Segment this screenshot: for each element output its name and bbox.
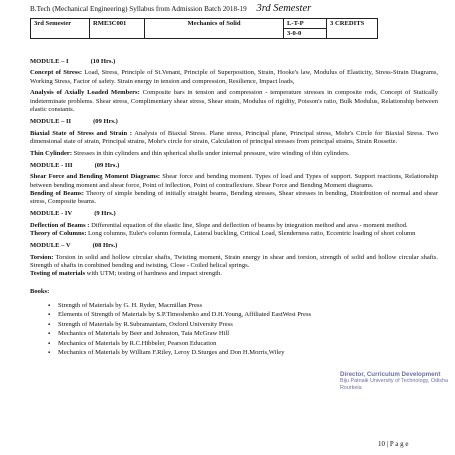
director-stamp — [340, 372, 448, 391]
topic-text: Differential equation of the elastic line, Slope and deflection of beams by integration method and area - moment method. — [89, 221, 408, 229]
ltp-label-cell: L-T-P — [284, 19, 327, 29]
course-title-cell: Mechanics of Solid — [145, 19, 284, 39]
stamp-line-1: Director, Curriculum Development — [340, 371, 441, 378]
module-1-paragraph-1 — [30, 69, 438, 86]
topic-text: Load, Stress, Principle of St.Venant, Principle of Superposition, Strain, Hooke's law, Modulus of Elasticity, Stress-Strain Diagrams, Working Stress, Factor of safety. Strain energy in tension and compression, Resilience, Impact loads, — [30, 69, 439, 85]
topic-label: Deflection of Beams : — [30, 221, 90, 229]
module-2-heading — [30, 118, 438, 126]
module-2-paragraph-1 — [30, 130, 438, 147]
module-title: MODULE - IV — [30, 210, 73, 218]
course-info-table — [30, 18, 378, 39]
topic-label: Bending of Beams: — [30, 189, 84, 197]
stamp-line-3: Rourkela — [340, 384, 362, 391]
module-5-paragraph-1 — [30, 254, 438, 279]
module-3-paragraph-1 — [30, 173, 438, 206]
module-4-paragraph-1 — [30, 222, 438, 239]
topic-text: Stresses in thin cylinders and thin spherical shells under internal pressure, wire winding of thin cylinders. — [72, 149, 350, 157]
module-3-heading — [30, 162, 438, 170]
topic-label: Theory of Columns: — [30, 230, 87, 238]
topic-text: Shear force and bending moment. Types of load and Types of support. Support reactions, Relationship between bending moment and shear force, Point of inflection, Point of contraflexture. Shear Force and Bending Moment diagrams. — [30, 173, 438, 189]
module-1-heading — [30, 58, 438, 66]
topic-label: Thin Cylinder: — [30, 149, 73, 157]
module-5-heading — [30, 242, 438, 250]
topic-text: Theory of simple bending of initially straight beams, Bending stresses, Shear stresses in bending, Distribution of normal and shear stress, Composite beams. — [30, 189, 439, 206]
module-title: MODULE – II — [30, 118, 72, 126]
topic-label: Testing of materials — [30, 270, 86, 278]
module-hours: (09 Hrs.) — [94, 161, 120, 169]
credits-cell: 3 CREDITS — [327, 19, 378, 39]
topic-text: Composite bars in tension and compression - temperature stresses in composite rods, Concept of Statically indeterminate problems. Shear stress, Complimentary shear stress, Shear strain, Modulus of rigidity, Poisson's ratio, Bulk Modulus, Relationship between elastic constants. — [30, 89, 438, 113]
topic-text: Analysis of Biaxial Stress. Plane stress, Principal plane, Principal stress, Mohr's Circle for Biaxial Stress. Two dimensional state of strain, Principal strains, Mohr's circle for strain, Calculation of principal stresses from principal strains, Strain Rossette. — [30, 129, 439, 145]
header-text: B.Tech (Mechanical Engineering) Syllabus from Admission Batch 2018-19 — [30, 5, 247, 13]
topic-label: Biaxial State of Stress and Strain : — [30, 129, 132, 137]
topic-label: Analysis of Axially Loaded Members: — [30, 89, 140, 97]
module-title: MODULE - III — [30, 161, 73, 169]
module-title: MODULE – I — [30, 58, 69, 65]
books-heading: Books: — [30, 287, 50, 295]
topic-label: Concept of Stress: — [30, 69, 83, 77]
page-number: 10 | P a g e — [378, 440, 409, 448]
topic-text: with UTM; testing of hardness and impact strength. — [85, 270, 222, 278]
semester-cell: 3rd Semester — [31, 19, 90, 39]
module-1-paragraph-2 — [30, 89, 438, 114]
topic-text: Torsion in solid and hollow circular shafts, Twisting moment, Strain energy in shear and torsion, strength of solid and hollow circular shafts. Strength of shafts in combined bending and twisting, Close - Coiled helical springs. — [30, 253, 438, 269]
syllabus-body — [30, 54, 438, 359]
module-4-heading — [30, 210, 438, 218]
topic-label: Torsion: — [30, 253, 54, 261]
module-hours: (9 Hrs.) — [94, 210, 116, 218]
ltp-value-cell: 3-0-0 — [284, 29, 327, 39]
page-header — [30, 3, 440, 14]
list-item: ▪ Strength of Materials by R.Subramaniam, Oxford University Press — [48, 321, 438, 329]
handwritten-semester-note: 3rd Semester — [256, 3, 312, 14]
book-list — [30, 302, 438, 358]
topic-label: Shear Force and Bending Moment Diagrams: — [30, 173, 161, 181]
list-item: ▪ Mechanics of Materials by R.C.Hibbeler, Pearson Education — [48, 340, 438, 348]
topic-text: Long columns, Euler's column formula, Lateral buckling, Critical Load, Slenderness ratio, Eccentric loading of short column — [86, 230, 416, 238]
module-hours: (10 Hrs.) — [90, 58, 116, 65]
module-2-paragraph-2 — [30, 150, 438, 158]
course-code-cell: RME3C001 — [90, 19, 145, 39]
stamp-line-2: Biju Patnaik University of Technology, Odisha — [340, 378, 448, 385]
list-item: ▪ Elements of Strength of Materials by S.P.Timoshenko and D.H.Young, Affiliated EastWest Press — [48, 311, 438, 319]
list-item: ▪ Mechanics of Materials by Beer and Johnston, Tata McGraw Hill — [48, 330, 438, 338]
module-hours: (08 Hrs.) — [92, 242, 118, 250]
module-title: MODULE – V — [30, 242, 71, 250]
list-item: ▪ Strength of Materials by G. H. Ryder, Macmillan Press — [48, 302, 438, 310]
module-hours: (09 Hrs.) — [93, 118, 118, 126]
list-item: ▪ Mechanics of Materials by William F.Riley, Leroy D.Sturges and Don H.Morris,Wiley — [48, 349, 438, 357]
